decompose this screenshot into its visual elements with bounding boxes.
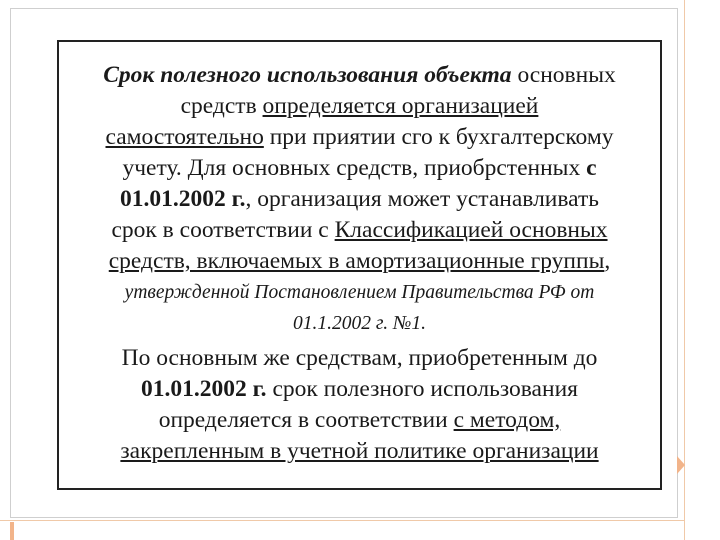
text-span: средств — [180, 93, 263, 119]
accent-bar — [10, 522, 14, 540]
line-12 — [67, 405, 652, 436]
line-3 — [67, 122, 652, 153]
text-span: , — [604, 248, 611, 274]
text-span: учету. Для основных средств, приобрстенных — [122, 155, 587, 181]
line-9: 01.1.2002 г. №1. — [293, 313, 426, 334]
line-7 — [67, 246, 652, 277]
bold-text: с — [586, 155, 597, 181]
underlined-phrase: средств, включаемых в амортизационные группы — [108, 248, 605, 274]
line-4 — [67, 153, 652, 184]
line-8: утвержденной Постановлением Правительства РФ от — [124, 282, 595, 303]
underlined-phrase: самостоятельно — [105, 124, 264, 150]
text-span: срок полезного использования — [266, 376, 578, 402]
text-span: при приятии сго к бухгалтерскому — [263, 124, 614, 150]
text-span: основных — [511, 62, 616, 88]
term-useful-life: Срок полезного использования объекта — [103, 62, 512, 88]
decorative-horizontal-line — [0, 520, 684, 521]
line-1 — [67, 60, 652, 91]
underlined-phrase: Классификацией основных — [334, 217, 608, 243]
underlined-phrase: определяется организацией — [262, 93, 539, 119]
underlined-phrase: с методом, — [453, 407, 561, 433]
line-11 — [67, 374, 652, 405]
text-span: определяется в соответствии — [158, 407, 454, 433]
line-13: закрепленным в учетной политике организации — [120, 438, 599, 464]
bold-date: 01.01.2002 г. — [141, 376, 267, 402]
line-2 — [67, 91, 652, 122]
bold-date: 01.01.2002 г. — [120, 186, 246, 212]
line-5 — [67, 184, 652, 215]
document-text-box — [57, 40, 662, 490]
text-span: срок в соответствии с — [111, 217, 335, 243]
line-6 — [67, 215, 652, 246]
text-span: , организация может устанавливать — [245, 186, 599, 212]
right-arrow-icon[interactable] — [677, 456, 685, 474]
line-10: По основным же средствам, приобретенным до — [121, 345, 598, 371]
